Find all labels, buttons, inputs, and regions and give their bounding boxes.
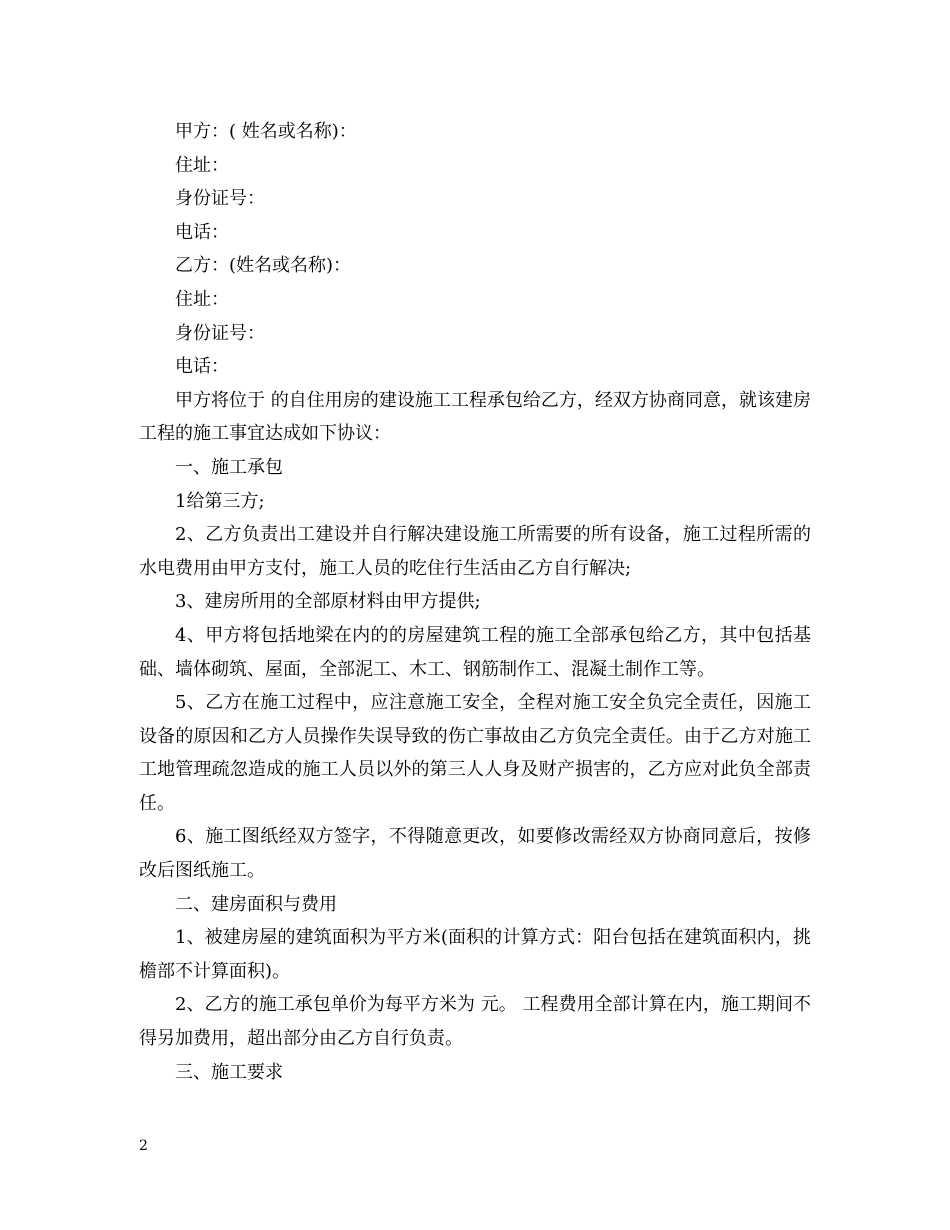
party-a-phone-line: 电话： (175, 221, 229, 243)
party-b-address-line: 住址： (175, 288, 229, 310)
party-b-phone-line: 电话： (175, 356, 229, 378)
clause-1-5: 5、乙方在施工过程中，应注意施工安全，全程对施工安全负完全责任，因施工设备的原因和乙方人员操作失误导致的伤亡事故由乙方负完全责任。由于乙方对施工工地管理疏忽造成的施工人员以外的第三人人身及财产损害的，乙方应对此负全部责任。 (139, 692, 811, 814)
party-a-id-line: 身份证号： (175, 188, 265, 210)
section-heading-area-and-cost: 二、建房面积与费用 (175, 893, 337, 915)
section-heading-construction-contract: 一、施工承包 (175, 456, 283, 478)
section-heading-construction-requirements: 三、施工要求 (175, 1061, 283, 1083)
document-body (139, 115, 811, 1089)
party-b-name-line: 乙方：(姓名或名称)： (175, 255, 352, 277)
clause-2-1: 1、被建房屋的建筑面积为平方米(面积的计算方式：阳台包括在建筑面积内，挑檐部不计算面积)。 (139, 927, 811, 982)
clause-1-1: 1给第三方; (175, 490, 265, 512)
clause-1-2: 2、乙方负责出工建设并自行解决建设施工所需要的所有设备，施工过程所需的水电费用由甲方支付，施工人员的吃住行生活由乙方自行解决; (139, 524, 811, 579)
clause-1-6: 6、施工图纸经双方签字，不得随意更改，如要修改需经双方协商同意后，按修改后图纸施工。 (139, 826, 811, 882)
party-a-name-line: 甲方：( 姓名或名称)： (175, 121, 357, 142)
page-number: 2 (139, 1138, 148, 1154)
agreement-intro-paragraph: 甲方将位于 的自住用房的建设施工工程承包给乙方，经双方协商同意，就该建房工程的施工事宜达成如下协议： (139, 389, 811, 445)
clause-1-3: 3、建房所用的全部原材料由甲方提供; (175, 591, 481, 613)
clause-2-2: 2、乙方的施工承包单价为每平方米为 元。 工程费用全部计算在内，施工期间不得另加费用，超出部分由乙方自行负责。 (139, 994, 811, 1050)
clause-1-4: 4、甲方将包括地梁在内的的房屋建筑工程的施工全部承包给乙方，其中包括基础、墙体砌筑、屋面，全部泥工、木工、钢筋制作工、混凝土制作工等。 (139, 624, 811, 680)
party-b-id-line: 身份证号： (175, 322, 265, 344)
party-a-address-line: 住址： (175, 154, 229, 176)
